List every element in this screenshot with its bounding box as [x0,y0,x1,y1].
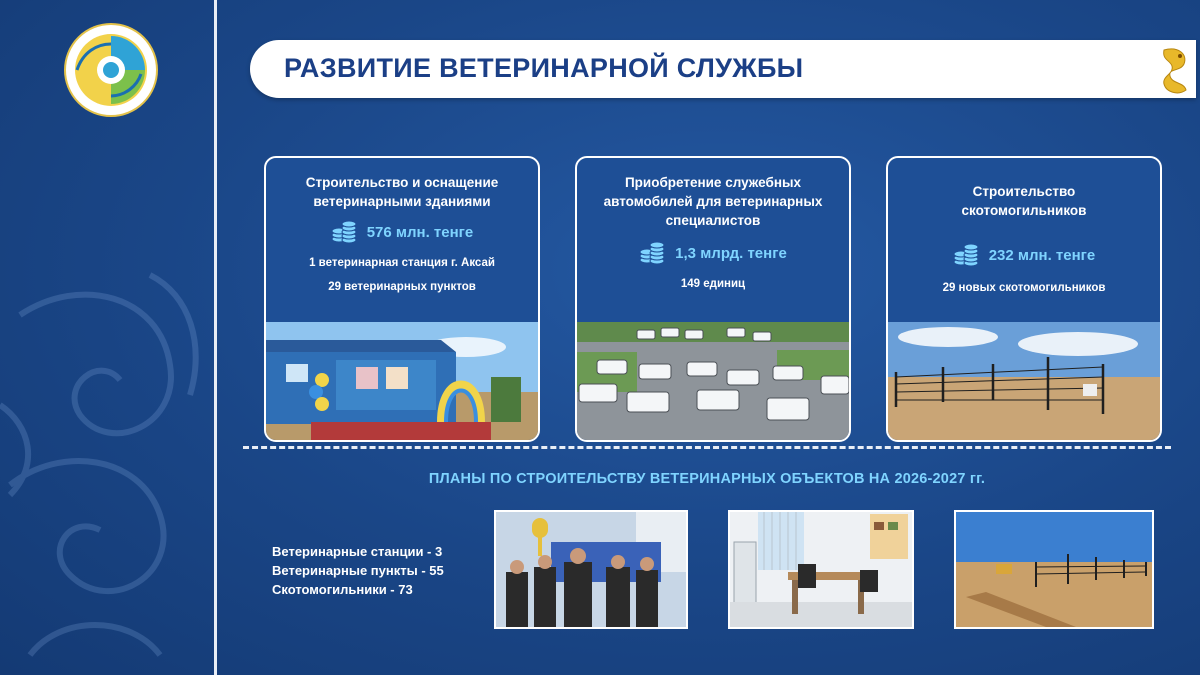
regional-emblem-logo [63,22,159,118]
coins-icon [639,240,665,266]
vertical-divider [214,0,217,675]
card-cattle-burial-sites-text [888,158,1160,320]
card-heading-line: ветеринарными зданиями [313,194,491,209]
card-heading-line: Строительство и оснащение [305,175,499,190]
title-bar [250,40,1196,98]
card-heading-line: скотомогильников [961,203,1087,218]
photo-office-interior [728,510,914,629]
card-cattle-burial-sites [886,156,1162,442]
photo-vehicles [577,322,849,440]
card-detail: 29 новых скотомогильников [942,282,1106,294]
card-detail: 1 ветеринарная станция г. Аксай [309,257,495,269]
page-title: РАЗВИТИЕ ВЕТЕРИНАРНОЙ СЛУЖБЫ [284,53,804,83]
card-detail: 149 единиц [680,278,746,290]
plans-title: ПЛАНЫ ПО СТРОИТЕЛЬСТВУ ВЕТЕРИНАРНЫХ ОБЪЕКТОВ НА 2026-2027 гг. [428,471,986,487]
plans-list-item: Ветеринарные станции - 3 [272,544,443,559]
card-service-vehicles [575,156,851,442]
card-service-vehicles-text [577,158,849,320]
photo-vet-station [266,322,538,440]
card-vet-buildings-text [266,158,538,320]
card-heading-line: Строительство [972,184,1076,199]
card-detail: 29 ветеринарных пунктов [328,281,476,293]
coins-icon [331,219,357,245]
dragon-ornament-icon [1158,44,1192,96]
ornament-pattern [0,255,215,675]
card-amount: 576 млн. тенге [366,223,474,241]
photo-burial-construction [954,510,1154,629]
plans-list [272,542,444,599]
card-amount: 1,3 млрд. тенге [675,244,787,262]
card-heading-line: специалистов [665,213,761,228]
card-vet-buildings [264,156,540,442]
card-amount: 232 млн. тенге [988,246,1096,264]
section-divider [243,446,1171,449]
photo-ceremony [494,510,688,629]
coins-icon [953,242,979,268]
card-heading-line: Приобретение служебных [624,175,802,190]
plans-list-item: Скотомогильники - 73 [272,582,413,597]
card-heading-line: автомобилей для ветеринарных [603,194,823,209]
photo-burial-site [888,322,1160,440]
plans-list-item: Ветеринарные пункты - 55 [272,563,444,578]
